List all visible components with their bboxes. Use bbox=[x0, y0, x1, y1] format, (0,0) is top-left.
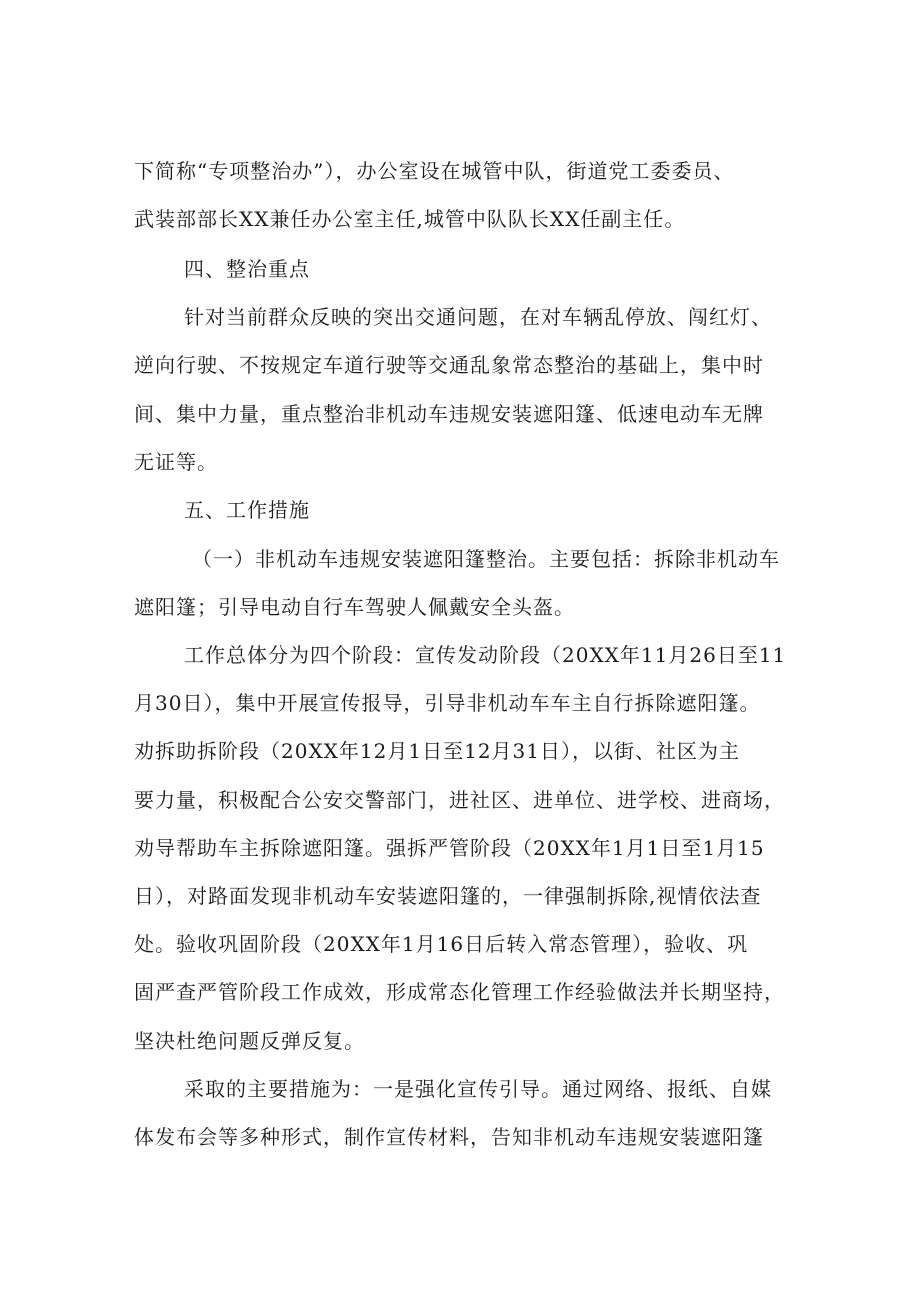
section-heading: 五、工作措施 bbox=[184, 498, 310, 522]
body-line: 劝导帮助车主拆除遮阳篷。强拆严管阶段（20XX年1月1日至1月15 bbox=[134, 836, 765, 860]
body-line: 要力量，积极配合公安交警部门，进社区、进单位、进学校、进商场， bbox=[134, 788, 785, 812]
body-line: 下简称“专项整治办”），办公室设在城管中队，街道党工委委员、 bbox=[134, 159, 735, 183]
body-line: 无证等。 bbox=[134, 450, 218, 474]
body-line: 固严查严管阶段工作成效，形成常态化管理工作经验做法并长期坚持， bbox=[134, 980, 785, 1004]
body-line: 针对当前群众反映的突出交通问题，在对车辆乱停放、闯红灯、 bbox=[184, 305, 772, 329]
body-line: 遮阳篷；引导电动自行车驾驶人佩戴安全头盔。 bbox=[134, 595, 575, 619]
body-line: 劝拆助拆阶段（20XX年12月1日至12月31日），以街、社区为主 bbox=[134, 739, 740, 763]
body-line: 间、集中力量，重点整治非机动车违规安装遮阳篷、低速电动车无牌 bbox=[134, 402, 764, 426]
body-line: 处。验收巩固阶段（20XX年1月16日后转入常态管理），验收、巩 bbox=[134, 932, 749, 956]
body-line: 坚决杜绝问题反弹反复。 bbox=[134, 1029, 365, 1053]
body-line: 武装部部长XX兼任办公室主任,城管中队队长XX任副主任。 bbox=[134, 207, 686, 231]
subsection-heading: （一）非机动车违规安装遮阳篷整治。主要包括：拆除非机动车 bbox=[192, 547, 780, 571]
section-heading: 四、整治重点 bbox=[184, 257, 310, 281]
body-line: 工作总体分为四个阶段：宣传发动阶段（20XX年11月26日至11 bbox=[184, 643, 787, 667]
body-line: 月30日），集中开展宣传报导，引导非机动车车主自行拆除遮阳篷。 bbox=[134, 691, 761, 715]
body-line: 采取的主要措施为：一是强化宣传引导。通过网络、报纸、自媒 bbox=[184, 1077, 772, 1101]
body-line: 日），对路面发现非机动车安装遮阳篷的，一律强制拆除,视情依法查 bbox=[134, 884, 762, 908]
body-line: 体发布会等多种形式，制作宣传材料，告知非机动车违规安装遮阳篷 bbox=[134, 1125, 764, 1149]
body-line: 逆向行驶、不按规定车道行驶等交通乱象常态整治的基础上，集中时 bbox=[134, 353, 764, 377]
